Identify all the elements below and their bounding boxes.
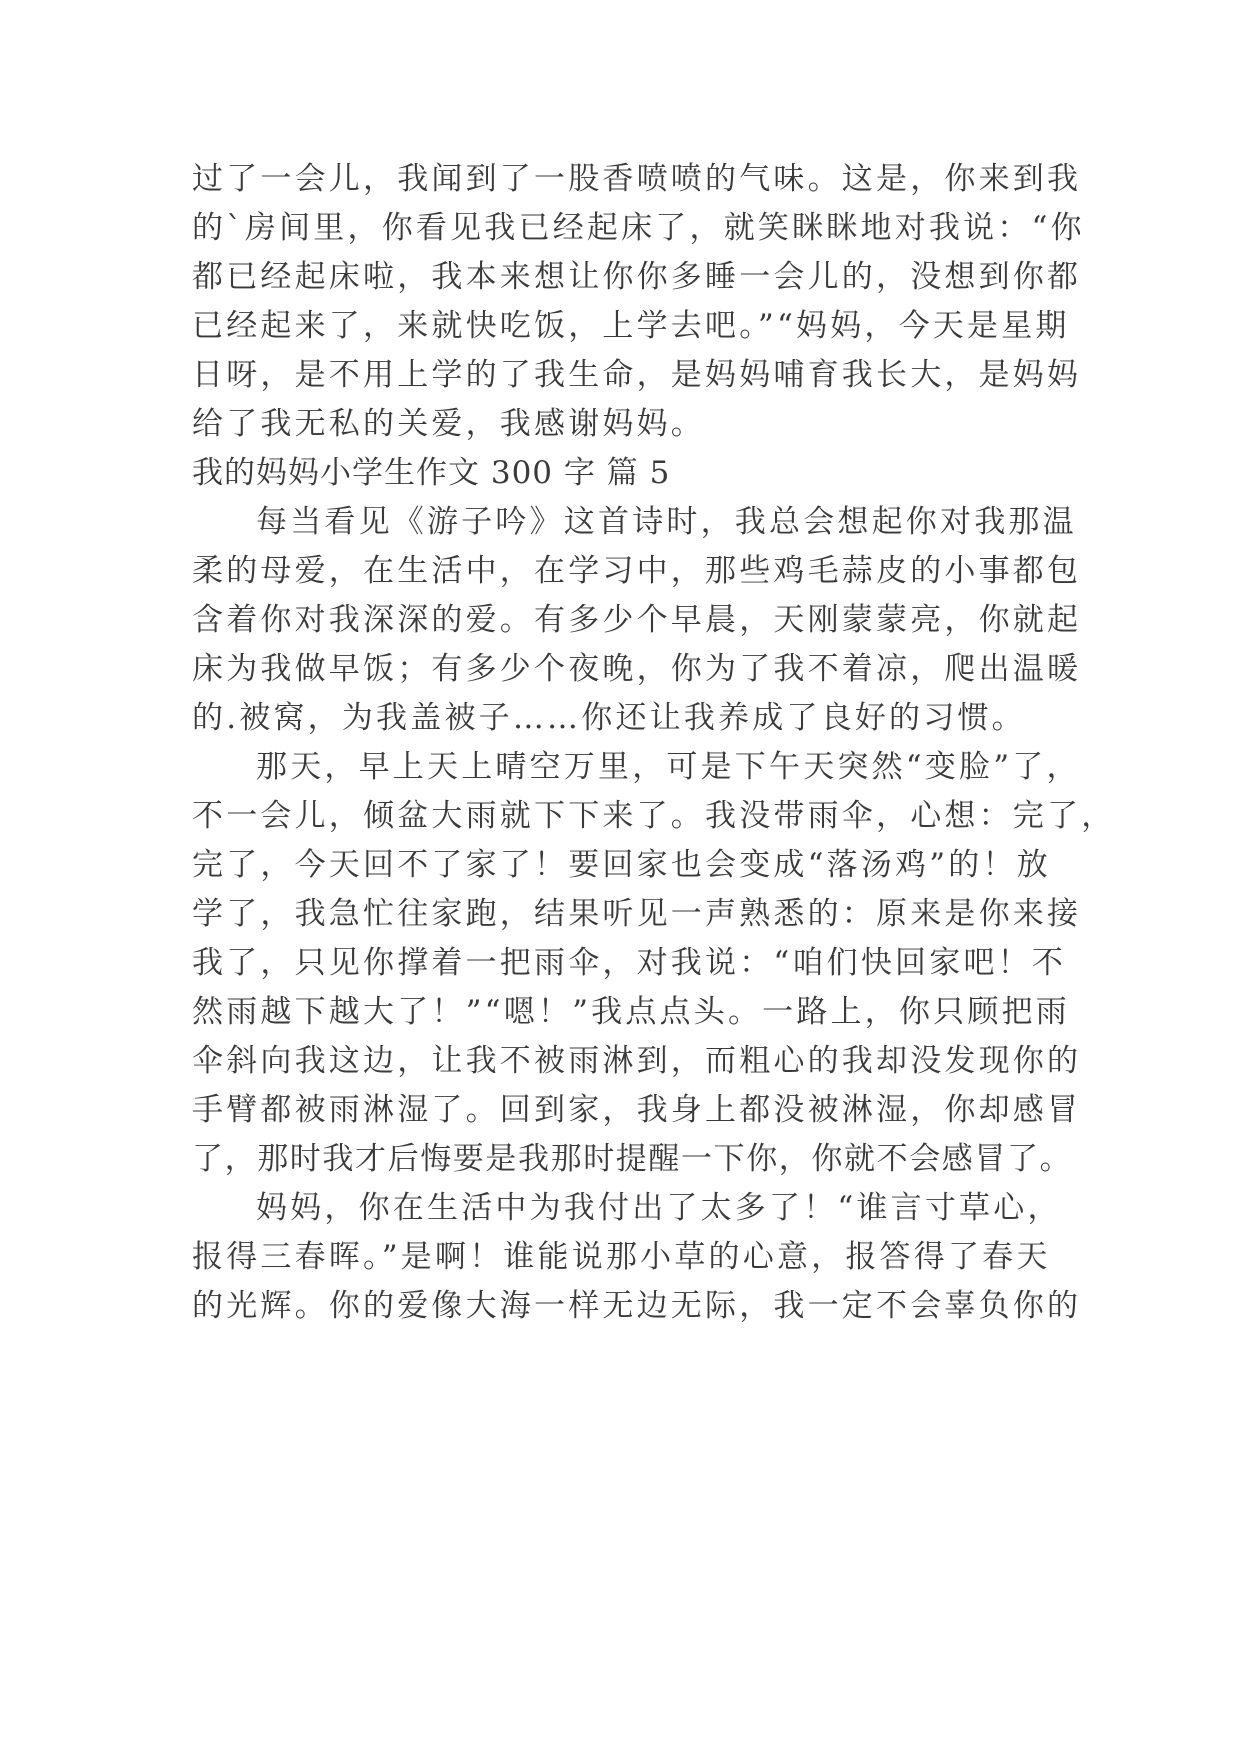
text-line: 手臂都被雨淋湿了。回到家，我身上都没被淋湿，你却感冒 bbox=[192, 1092, 1082, 1128]
text-line: 的.被窝，为我盖被子……你还让我养成了良好的习惯。 bbox=[192, 700, 1026, 736]
document-body bbox=[192, 155, 1116, 1331]
text-line: 每当看见《游子吟》这首诗时，我总会想起你对我那温 bbox=[256, 504, 1077, 540]
text-line: 过了一会儿，我闻到了一股香喷喷的气味。这是，你来到我 bbox=[192, 161, 1082, 197]
text-line: 床为我做早饭；有多少个夜晚，你为了我不着凉，爬出温暖 bbox=[192, 651, 1082, 687]
text-line: 了，那时我才后悔要是我那时提醒一下你，你就不会感冒了。 bbox=[192, 1141, 1073, 1177]
text-line: 妈妈，你在生活中为我付出了太多了！“谁言寸草心， bbox=[256, 1190, 1062, 1226]
text-line: 然雨越下越大了！”“嗯！”我点点头。一路上，你只顾把雨 bbox=[192, 994, 1070, 1030]
text-line: 含着你对我深深的爱。有多少个早晨，天刚蒙蒙亮，你就起 bbox=[192, 602, 1082, 638]
text-line: 的`房间里，你看见我已经起床了，就笑眯眯地对我说：“你 bbox=[192, 210, 1085, 246]
text-line: 那天，早上天上晴空万里，可是下午天突然“变脸”了， bbox=[256, 749, 1081, 785]
text-line: 学了，我急忙往家跑，结果听见一声熟悉的：原来是你来接 bbox=[192, 896, 1082, 932]
section-heading: 我的妈妈小学生作文 300 字 篇 5 bbox=[192, 455, 671, 491]
text-line: 的光辉。你的爱像大海一样无边无际，我一定不会辜负你的 bbox=[192, 1288, 1082, 1324]
text-line: 日呀，是不用上学的了我生命，是妈妈哺育我长大，是妈妈 bbox=[192, 357, 1082, 393]
text-line: 我了，只见你撑着一把雨伞，对我说：“咱们快回家吧！不 bbox=[192, 945, 1067, 981]
text-line: 都已经起床啦，我本来想让你你多睡一会儿的，没想到你都 bbox=[192, 259, 1082, 295]
text-line: 柔的母爱，在生活中，在学习中，那些鸡毛蒜皮的小事都包 bbox=[192, 553, 1082, 589]
text-line: 伞斜向我这边，让我不被雨淋到，而粗心的我却没发现你的 bbox=[192, 1043, 1082, 1079]
text-line: 完了，今天回不了家了！要回家也会变成“落汤鸡”的！放 bbox=[192, 847, 1051, 883]
text-line: 给了我无私的关爱，我感谢妈妈。 bbox=[192, 406, 705, 442]
text-line: 已经起来了，来就快吃饭，上学去吧。”“妈妈，今天是星期 bbox=[192, 308, 1070, 344]
text-line: 报得三春晖。”是啊！谁能说那小草的心意，报答得了春天 bbox=[192, 1239, 1051, 1275]
text-line: 不一会儿，倾盆大雨就下下来了。我没带雨伞，心想：完了， bbox=[192, 798, 1116, 834]
